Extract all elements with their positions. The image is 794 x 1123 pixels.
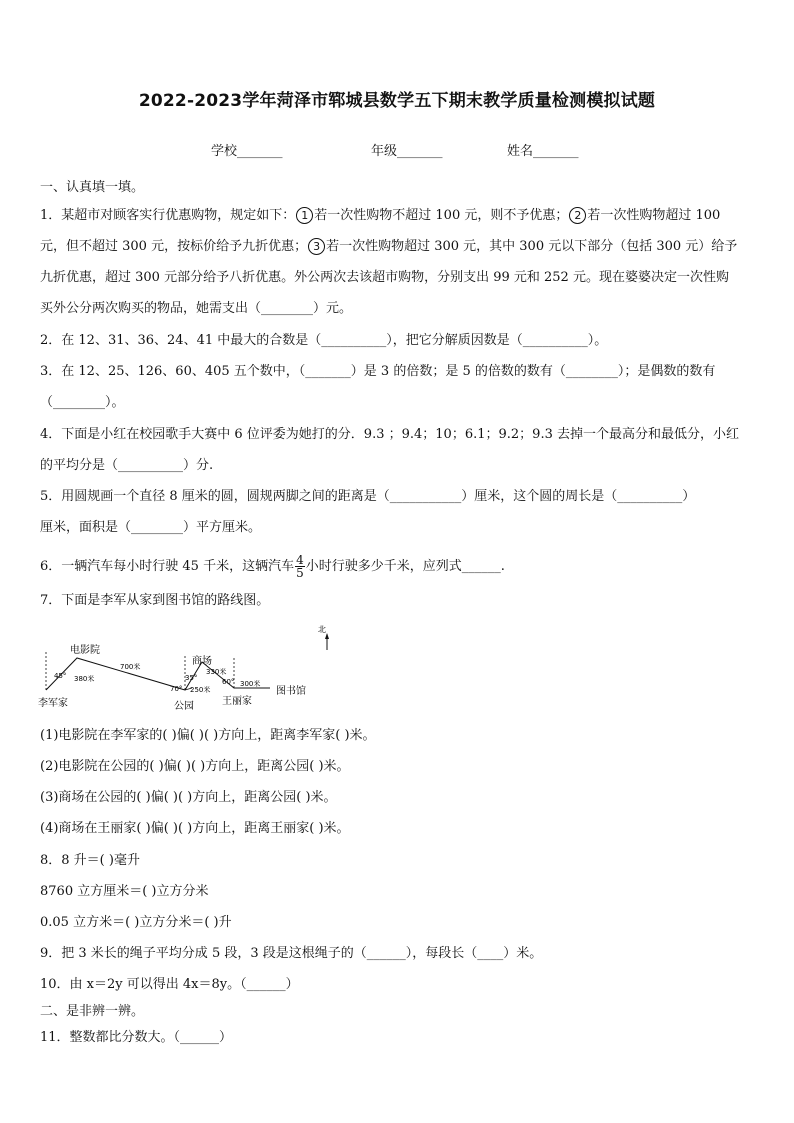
circled-number-1: 1 [296, 207, 313, 224]
q7-sub3: (3)商场在公园的( )偏( )( )方向上，距离公园( )米。 [40, 790, 337, 805]
label-cinema: 电影院 [70, 645, 100, 656]
q1-line3: 九折优惠，超过 300 元部分给予八折优惠。外公两次去该超市购物，分别支出 99 元和 252 元。现在婆婆决定一次性购 [40, 270, 729, 285]
q1-text-b: 若一次性购物不超过 100 元，则不予优惠； [314, 208, 569, 223]
school-field: 学校_______ [211, 144, 283, 159]
q2-line: 2．在 12、31、36、24、41 中最大的合数是（__________），把它分解质因数是（__________）。 [40, 333, 608, 348]
q7-sub4: (4)商场在王丽家( )偏( )( )方向上，距离王丽家( )米。 [40, 821, 350, 836]
route-map [34, 620, 334, 720]
q8-line1: 8．8 升＝( )毫升 [40, 853, 140, 868]
q10-line: 10．由 x＝2y 可以得出 4x＝8y。（______） [40, 977, 299, 992]
label-angle-35: 35° [185, 674, 198, 682]
label-dist-700: 700米 [120, 663, 141, 671]
q7-intro: 7．下面是李军从家到图书馆的路线图。 [40, 593, 270, 608]
q8-line3: 0.05 立方米＝( )立方分米＝( )升 [40, 915, 232, 930]
section-heading-2: 二、是非辨一辨。 [40, 1004, 145, 1019]
route-path [46, 658, 270, 690]
q7-sub1: (1)电影院在李军家的( )偏( )( )方向上，距离李军家( )米。 [40, 728, 376, 743]
label-park: 公园 [174, 701, 194, 712]
label-angle-45: 45° [54, 672, 67, 680]
label-lijun-home: 李军家 [38, 698, 68, 709]
label-library: 图书馆 [276, 686, 306, 697]
fraction-denominator: 5 [296, 566, 304, 580]
label-mall: 商场 [192, 656, 212, 667]
page-title: 2022-2023学年菏泽市郓城县数学五下期末教学质量检测模拟试题 [138, 91, 656, 111]
q1-text-e: 若一次性购物超过 300 元，其中 300 元以下部分（包括 300 元）给予 [326, 239, 738, 254]
label-dist-250: 250米 [190, 686, 211, 694]
q1-line1 [40, 206, 760, 226]
q3-line2: （________）。 [40, 395, 125, 410]
label-dist-380: 380米 [74, 675, 95, 683]
section-heading-1: 一、认真填一填。 [40, 180, 145, 195]
label-angle-60: 60° [222, 678, 235, 686]
q4-line2: 的平均分是（__________）分. [40, 458, 214, 473]
label-wangli-home: 王丽家 [222, 696, 252, 707]
q5-line1: 5．用圆规画一个直径 8 厘米的圆，圆规两脚之间的距离是（___________）厘米，这个圆的周长是（__________） [40, 489, 696, 504]
north-label: 北 [318, 625, 326, 634]
q6-line [40, 554, 760, 579]
q1-text-a: 1．某超市对顾客实行优惠购物，规定如下： [40, 208, 296, 223]
fraction [295, 554, 305, 579]
q4-line1: 4．下面是小红在校园歌手大赛中 6 位评委为她打的分．9.3 ；9.4；10；6.1；9.2；9.3 去掉一个最高分和最低分，小红 [40, 427, 739, 442]
q8-line2: 8760 立方厘米＝( )立方分米 [40, 884, 209, 899]
q1-text-c: 若一次性购物超过 100 [587, 208, 721, 223]
q6-text-a: 6．一辆汽车每小时行驶 45 千米，这辆汽车 [40, 559, 295, 574]
q5-line2: 厘米，面积是（________）平方厘米。 [40, 520, 262, 535]
q9-line: 9．把 3 米长的绳子平均分成 5 段，3 段是这根绳子的（______），每段长（____）米。 [40, 946, 543, 961]
q1-line2 [40, 237, 760, 257]
label-dist-300: 300米 [240, 680, 261, 688]
label-angle-70: 70° [170, 685, 183, 693]
circled-number-3: 3 [308, 238, 325, 255]
grade-field: 年级_______ [371, 144, 443, 159]
q11-line: 11．整数都比分数大。（______） [40, 1030, 233, 1045]
name-field: 姓名_______ [507, 144, 579, 159]
q3-line1: 3．在 12、25、126、60、405 五个数中，（_______）是 3 的倍数；是 5 的倍数的数有（________）；是偶数的数有 [40, 364, 716, 379]
circled-number-2: 2 [569, 207, 586, 224]
q6-text-b: 小时行驶多少千米，应列式______. [305, 559, 505, 574]
q7-sub2: (2)电影院在公园的( )偏( )( )方向上，距离公园( )米。 [40, 759, 350, 774]
fraction-numerator: 4 [296, 553, 304, 567]
q1-text-d: 元，但不超过 300 元，按标价给予九折优惠； [40, 239, 308, 254]
label-dist-330: 330米 [206, 668, 227, 676]
q1-line4: 买外公分两次购买的物品，她需支出（________）元。 [40, 301, 353, 316]
